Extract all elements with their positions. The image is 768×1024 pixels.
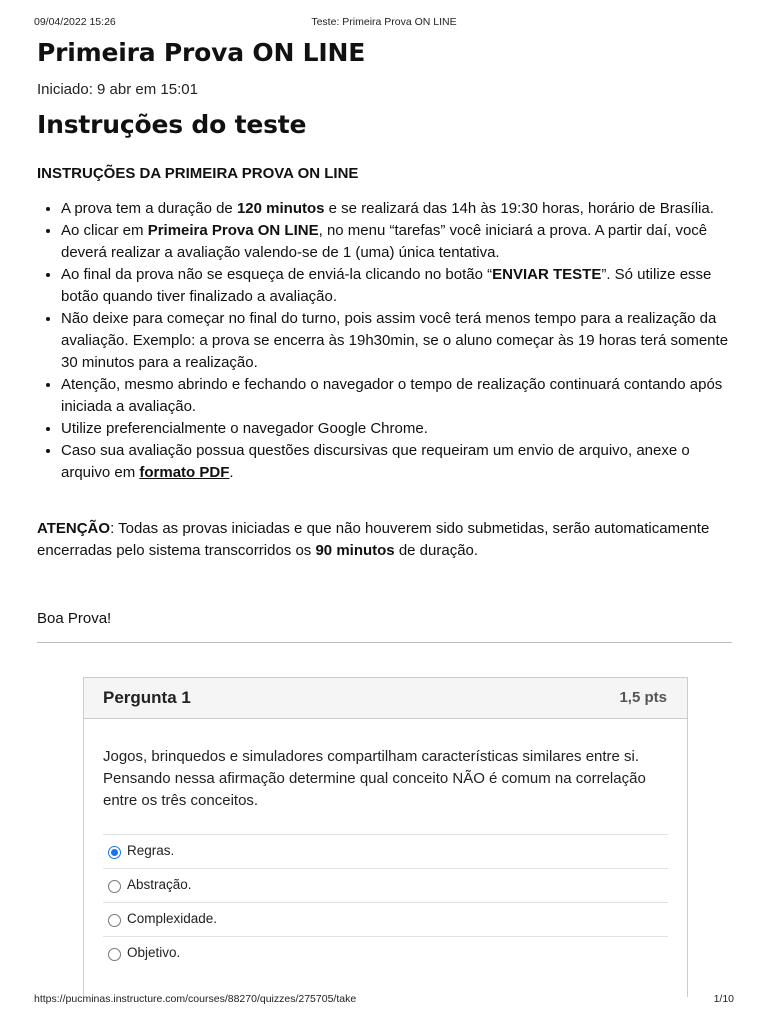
radio-icon[interactable] — [108, 880, 121, 893]
answer-option[interactable] — [103, 936, 668, 970]
instruction-item: • A prova tem a duração de 120 minutos e se realizará das 14h às 19:30 horas, horário de Brasília. — [61, 198, 732, 220]
attention-notice: ATENÇÃO: Todas as provas iniciadas e que não houverem sido submetidas, serão automaticamente encerradas pelo sistema transcorridos os 90 minutos de duração. — [37, 520, 710, 559]
divider — [37, 642, 732, 643]
quiz-content — [37, 36, 732, 643]
answer-option[interactable] — [103, 902, 668, 936]
answer-label[interactable]: Objetivo. — [127, 945, 181, 960]
answer-label[interactable]: Abstração. — [127, 877, 192, 892]
radio-selected-icon[interactable] — [108, 846, 121, 859]
question-name: Pergunta 1 — [103, 688, 191, 707]
page-number: 1/10 — [713, 993, 734, 1005]
print-title: Teste: Primeira Prova ON LINE — [311, 16, 457, 28]
closing-message: Boa Prova! — [37, 610, 112, 627]
question-text: Jogos, brinquedos e simuladores compartilham características similares entre si. Pensando nessa afirmação determine qual conceito NÃO é comum na correlação entre os três conceitos. — [103, 748, 646, 809]
answer-label[interactable]: Complexidade. — [127, 911, 218, 926]
pdf-format-link[interactable]: formato PDF — [139, 464, 230, 481]
question-points: 1,5 pts — [619, 689, 667, 706]
print-date: 09/04/2022 15:26 — [34, 16, 116, 28]
instructions-title: Instruções do teste — [37, 110, 307, 139]
instructions-list — [37, 198, 732, 484]
print-url: https://pucminas.instructure.com/courses/88270/quizzes/275705/take — [34, 993, 357, 1005]
page-title: Primeira Prova ON LINE — [37, 38, 366, 67]
instruction-item: • Caso sua avaliação possua questões discursivas que requeiram um envio de arquivo, anexe o arquivo em formato PDF. — [61, 440, 732, 484]
instruction-item: • Ao clicar em Primeira Prova ON LINE, no menu “tarefas” você iniciará a prova. A partir daí, você deverá realizar a avaliação valendo-se de 1 (uma) única tentativa. — [61, 220, 732, 264]
question-card — [83, 677, 688, 997]
answer-option[interactable] — [103, 834, 668, 868]
instructions-heading: INSTRUÇÕES DA PRIMEIRA PROVA ON LINE — [37, 165, 359, 182]
question-header — [84, 678, 687, 719]
instruction-item: • Não deixe para começar no final do turno, pois assim você terá menos tempo para a realização da avaliação. Exemplo: a prova se encerra às 19h30min, se o aluno começar às 19 horas terá somente 30 minutos para a realização. — [61, 308, 732, 374]
radio-icon[interactable] — [108, 914, 121, 927]
print-footer — [34, 993, 734, 1007]
instruction-item: • Utilize preferencialmente o navegador Google Chrome. — [61, 418, 732, 440]
started-timestamp: Iniciado: 9 abr em 15:01 — [37, 81, 198, 98]
instruction-item: • Ao final da prova não se esqueça de enviá-la clicando no botão “ENVIAR TESTE”. Só utilize esse botão quando tiver finalizado a avaliação. — [61, 264, 732, 308]
answer-list — [103, 834, 668, 970]
instruction-item: • Atenção, mesmo abrindo e fechando o navegador o tempo de realização continuará contando após iniciada a avaliação. — [61, 374, 732, 418]
radio-icon[interactable] — [108, 948, 121, 961]
print-header — [34, 16, 734, 30]
answer-label[interactable]: Regras. — [127, 843, 175, 858]
answer-option[interactable] — [103, 868, 668, 902]
